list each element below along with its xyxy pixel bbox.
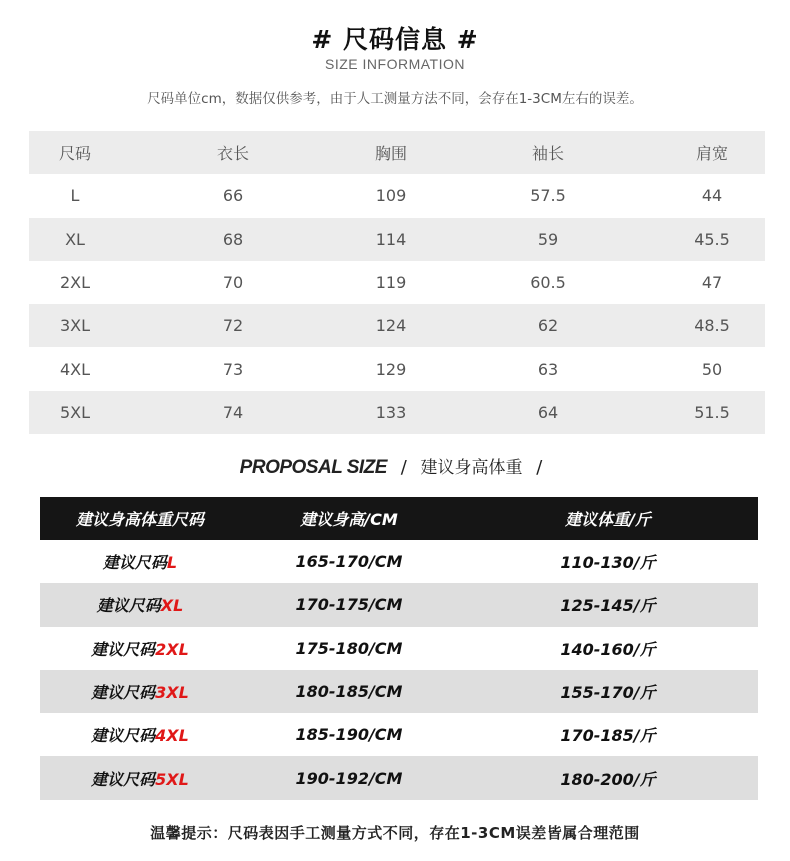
table-row (29, 218, 765, 261)
table-cell: 64 (537, 402, 559, 422)
table-cell: 133 (375, 402, 407, 422)
table-cell: 63 (537, 359, 559, 379)
recommended-size-prefix: 建议尺码 (91, 683, 156, 703)
column-header-recommended-height: 建议身高/CM (300, 510, 398, 529)
column-header-shoulder: 肩宽 (695, 144, 728, 164)
recommended-weight-cell: 170-185/斤 (560, 726, 656, 746)
recommended-size-value: 2XL (155, 639, 189, 659)
recommended-height-cell: 180-185/CM (295, 682, 403, 702)
table-cell: 72 (222, 316, 244, 336)
page-title: # 尺码信息 # (311, 25, 479, 54)
table-cell: 59 (537, 229, 559, 249)
table-cell: 45.5 (694, 229, 730, 249)
table-cell: 5XL (59, 402, 91, 422)
recommended-size-value: L (166, 553, 178, 573)
table-cell: 48.5 (694, 316, 730, 336)
table-cell: L (70, 186, 80, 206)
table-row (29, 304, 765, 347)
recommended-height-cell: 165-170/CM (295, 552, 403, 572)
size-table (29, 131, 765, 434)
recommended-weight-cell: 140-160/斤 (560, 639, 656, 659)
table-cell: 4XL (59, 359, 91, 379)
recommended-size-value: XL (160, 596, 184, 616)
table-cell: 129 (375, 359, 407, 379)
recommended-size-cell (40, 767, 240, 790)
table-cell: 44 (701, 186, 723, 206)
table-row (29, 391, 765, 434)
table-row (29, 174, 765, 217)
recommendation-table-header (40, 497, 758, 540)
recommended-size-value: 4XL (155, 726, 189, 746)
column-header-recommended-size: 建议身高体重尺码 (75, 510, 204, 529)
footer-tip: 温馨提示：尺码表因手工测量方式不同，存在1-3CM误差皆属合理范围 (150, 824, 640, 842)
recommended-size-cell (40, 550, 240, 573)
size-table-header (29, 131, 765, 174)
table-cell: 119 (375, 273, 407, 293)
table-cell: 70 (222, 273, 244, 293)
recommended-height-cell: 170-175/CM (295, 595, 403, 615)
recommendation-table (40, 497, 758, 800)
table-row (40, 583, 758, 626)
table-row (29, 261, 765, 304)
table-row (40, 627, 758, 670)
recommended-size-cell (40, 723, 240, 746)
table-cell: 114 (375, 229, 407, 249)
proposal-divider: / (536, 457, 543, 478)
recommended-size-value: 3XL (155, 683, 189, 703)
table-cell: 57.5 (530, 186, 566, 206)
recommended-weight-cell: 180-200/斤 (560, 769, 656, 789)
table-row (40, 670, 758, 713)
recommended-size-cell (40, 680, 240, 703)
table-row (40, 540, 758, 583)
recommended-height-cell: 190-192/CM (295, 768, 403, 788)
table-cell: 74 (222, 402, 244, 422)
column-header-chest: 胸围 (374, 144, 407, 164)
proposal-heading-cn: 建议身高体重 (420, 458, 523, 478)
recommended-height-cell: 175-180/CM (295, 638, 403, 658)
recommended-size-prefix: 建议尺码 (102, 553, 167, 573)
recommended-size-prefix: 建议尺码 (96, 596, 161, 616)
table-row (40, 713, 758, 756)
table-cell: 47 (701, 273, 723, 293)
recommended-weight-cell: 125-145/斤 (560, 596, 656, 616)
recommended-size-value: 5XL (155, 769, 189, 789)
table-cell: 109 (375, 186, 407, 206)
recommended-weight-cell: 110-130/斤 (560, 553, 656, 573)
recommended-size-cell (40, 593, 240, 616)
table-cell: 73 (222, 359, 244, 379)
recommended-height-cell: 185-190/CM (295, 725, 403, 745)
table-cell: 66 (222, 186, 244, 206)
column-header-recommended-weight: 建议体重/斤 (565, 510, 651, 529)
recommended-size-prefix: 建议尺码 (91, 639, 156, 659)
column-header-length: 衣长 (216, 144, 249, 164)
recommended-size-prefix: 建议尺码 (91, 726, 156, 746)
table-row (40, 756, 758, 799)
table-cell: 51.5 (694, 402, 730, 422)
table-row (29, 347, 765, 390)
column-header-sleeve: 袖长 (531, 144, 564, 164)
recommended-weight-cell: 155-170/斤 (560, 683, 656, 703)
proposal-heading (0, 453, 790, 479)
table-cell: 60.5 (530, 273, 566, 293)
table-cell: 62 (537, 316, 559, 336)
measurement-note: 尺码单位cm，数据仅供参考，由于人工测量方法不同，会存在1-3CM左右的误差。 (147, 91, 643, 107)
table-cell: 3XL (59, 316, 91, 336)
proposal-heading-en: PROPOSAL SIZE (239, 457, 387, 478)
recommended-size-prefix: 建议尺码 (91, 769, 156, 789)
table-cell: 2XL (59, 273, 91, 293)
table-cell: XL (65, 229, 85, 249)
column-header-size: 尺码 (58, 144, 91, 164)
recommended-size-cell (40, 637, 240, 660)
proposal-divider: / (400, 457, 407, 478)
table-cell: 124 (375, 316, 407, 336)
page-subtitle: SIZE INFORMATION (325, 56, 465, 72)
table-cell: 68 (222, 229, 244, 249)
table-cell: 50 (701, 359, 723, 379)
